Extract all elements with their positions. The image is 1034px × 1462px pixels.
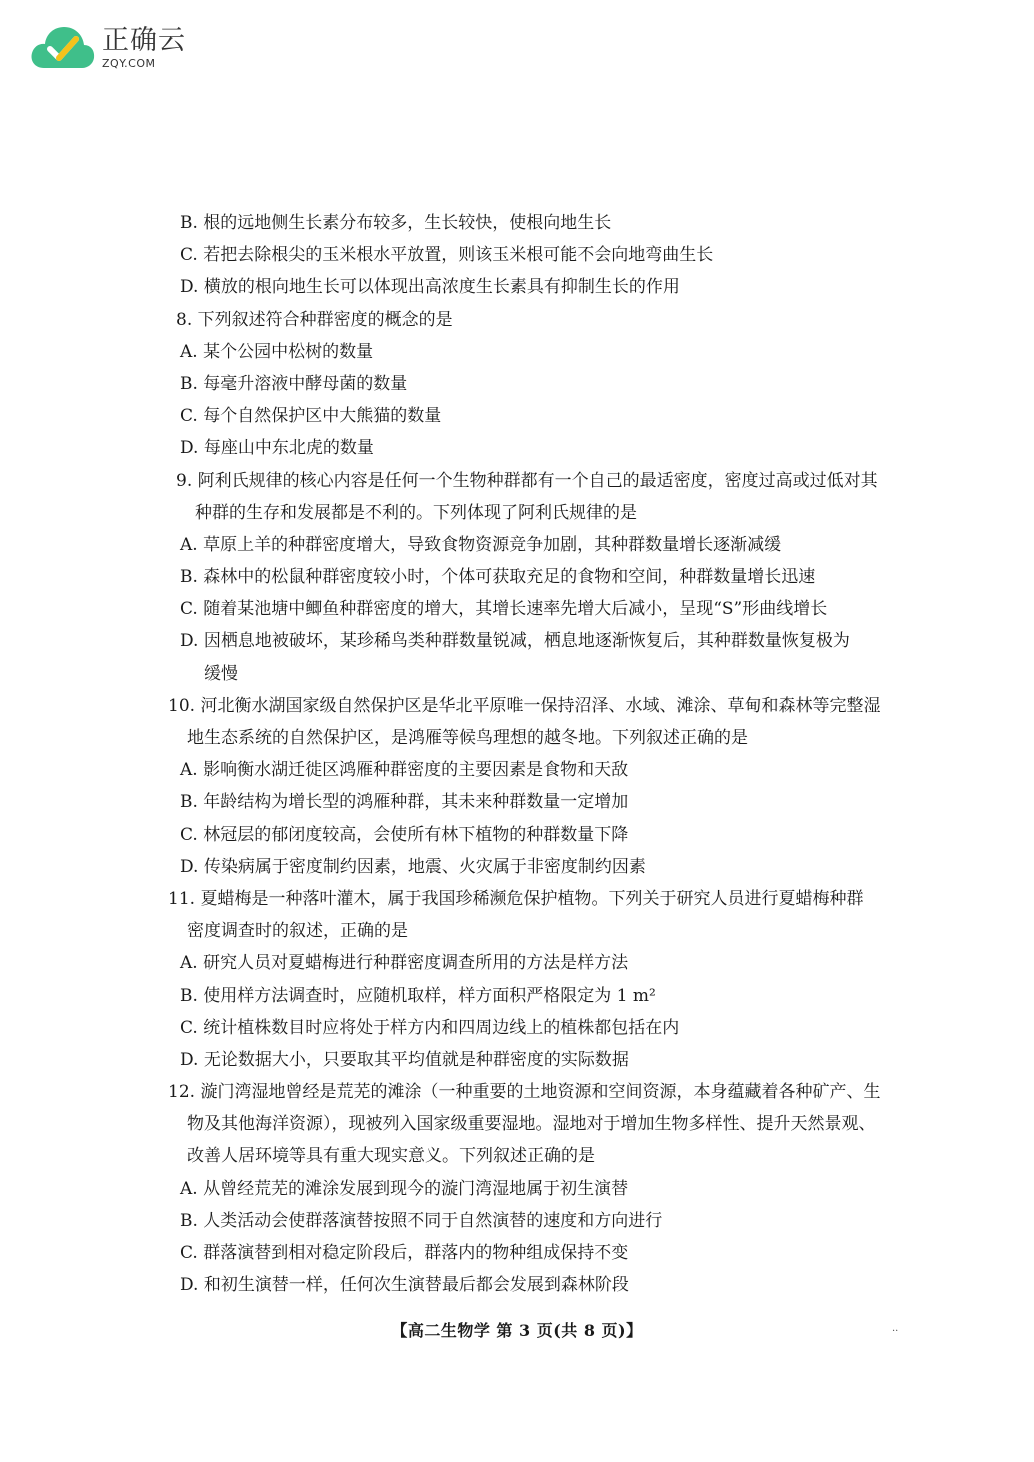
q11-option-b: B. 使用样方法调查时，应随机取样，样方面积严格限定为 1 m² bbox=[180, 985, 656, 1006]
question-10 bbox=[168, 690, 916, 883]
q11-stem-line-2: 密度调查时的叙述，正确的是 bbox=[187, 921, 408, 942]
logo-domain: ZQY.COM bbox=[102, 57, 156, 70]
q7-option-c: C. 若把去除根尖的玉米根水平放置，则该玉米根可能不会向地弯曲生长 bbox=[180, 245, 714, 266]
q8-stem: 8. 下列叙述符合种群密度的概念的是 bbox=[176, 309, 453, 330]
q10-stem-line-2: 地生态系统的自然保护区，是鸿雁等候鸟理想的越冬地。下列叙述正确的是 bbox=[187, 728, 748, 748]
q12-option-b: B. 人类活动会使群落演替按照不同于自然演替的速度和方向进行 bbox=[180, 1210, 663, 1231]
q10-option-d: D. 传染病属于密度制约因素，地震、火灾属于非密度制约因素 bbox=[180, 856, 646, 877]
question-7-continued bbox=[176, 207, 916, 304]
q11-stem-line-1: 11. 夏蜡梅是一种落叶灌木，属于我国珍稀濒危保护植物。下列关于研究人员进行夏蜡梅种群 bbox=[168, 888, 864, 909]
q12-stem-line-1: 12. 漩门湾湿地曾经是荒芜的滩涂（一种重要的土地资源和空间资源，本身蕴藏着各种矿产、生 bbox=[168, 1082, 881, 1103]
q12-option-a: A. 从曾经荒芜的滩涂发展到现今的漩门湾湿地属于初生演替 bbox=[180, 1178, 629, 1199]
q10-stem-line-1: 10. 河北衡水湖国家级自然保护区是华北平原唯一保持沼泽、水域、滩涂、草甸和森林等完整湿 bbox=[168, 695, 881, 716]
q11-option-a: A. 研究人员对夏蜡梅进行种群密度调查所用的方法是样方法 bbox=[180, 953, 629, 974]
q11-option-d: D. 无论数据大小，只要取其平均值就是种群密度的实际数据 bbox=[180, 1049, 629, 1070]
q12-stem-line-3: 改善人居环境等具有重大现实意义。下列叙述正确的是 bbox=[187, 1146, 595, 1167]
logo bbox=[28, 22, 186, 74]
q8-option-a: A. 某个公园中松树的数量 bbox=[180, 341, 374, 362]
question-8 bbox=[176, 304, 916, 465]
q12-stem-line-2: 物及其他海洋资源），现被列入国家级重要湿地。湿地对于增加生物多样性、提升天然景观、 bbox=[187, 1114, 876, 1135]
q9-stem-line-1: 9. 阿利氏规律的核心内容是任何一个生物种群都有一个自己的最适密度，密度过高或过低对其 bbox=[176, 470, 878, 491]
exam-content bbox=[168, 207, 916, 1301]
q9-option-d: D. 因栖息地被破坏，某珍稀鸟类种群数量锐减，栖息地逐渐恢复后，其种群数量恢复极为 bbox=[180, 631, 850, 652]
q9-stem-line-2: 种群的生存和发展都是不利的。下列体现了阿利氏规律的是 bbox=[195, 502, 637, 523]
cloud-check-icon bbox=[28, 22, 96, 74]
q9-option-d-continued: 缓慢 bbox=[204, 663, 238, 684]
q10-option-b: B. 年龄结构为增长型的鸿雁种群，其未来种群数量一定增加 bbox=[180, 792, 629, 813]
q8-option-c: C. 每个自然保护区中大熊猫的数量 bbox=[180, 406, 442, 427]
q12-option-d: D. 和初生演替一样，任何次生演替最后都会发展到森林阶段 bbox=[180, 1275, 629, 1296]
logo-name: 正确云 bbox=[102, 25, 186, 56]
q7-option-d: D. 横放的根向地生长可以体现出高浓度生长素具有抑制生长的作用 bbox=[180, 277, 680, 298]
q8-option-b: B. 每毫升溶液中酵母菌的数量 bbox=[180, 373, 408, 394]
q9-option-c: C. 随着某池塘中鲫鱼种群密度的增大，其增长速率先增大后减小，呈现“S”形曲线增长 bbox=[180, 599, 828, 620]
question-12 bbox=[168, 1076, 916, 1301]
page-footer: 【高二生物学 第 3 页(共 8 页)】 bbox=[391, 1321, 643, 1340]
q11-option-c: C. 统计植株数目时应将处于样方内和四周边线上的植株都包括在内 bbox=[180, 1017, 680, 1038]
q10-option-a: A. 影响衡水湖迁徙区鸿雁种群密度的主要因素是食物和天敌 bbox=[180, 760, 629, 781]
q9-option-a: A. 草原上羊的种群密度增大，导致食物资源竞争加剧，其种群数量增长逐渐减缓 bbox=[180, 534, 782, 555]
question-9 bbox=[176, 465, 916, 690]
footer-mark: ·· bbox=[892, 1326, 899, 1337]
q9-option-b: B. 森林中的松鼠种群密度较小时，个体可获取充足的食物和空间，种群数量增长迅速 bbox=[180, 567, 816, 588]
question-11 bbox=[168, 883, 916, 1076]
q8-option-d: D. 每座山中东北虎的数量 bbox=[180, 438, 374, 459]
q7-option-b: B. 根的远地侧生长素分布较多，生长较快，使根向地生长 bbox=[180, 213, 612, 233]
q12-option-c: C. 群落演替到相对稳定阶段后，群落内的物种组成保持不变 bbox=[180, 1243, 629, 1263]
q10-option-c: C. 林冠层的郁闭度较高，会使所有林下植物的种群数量下降 bbox=[180, 824, 629, 845]
